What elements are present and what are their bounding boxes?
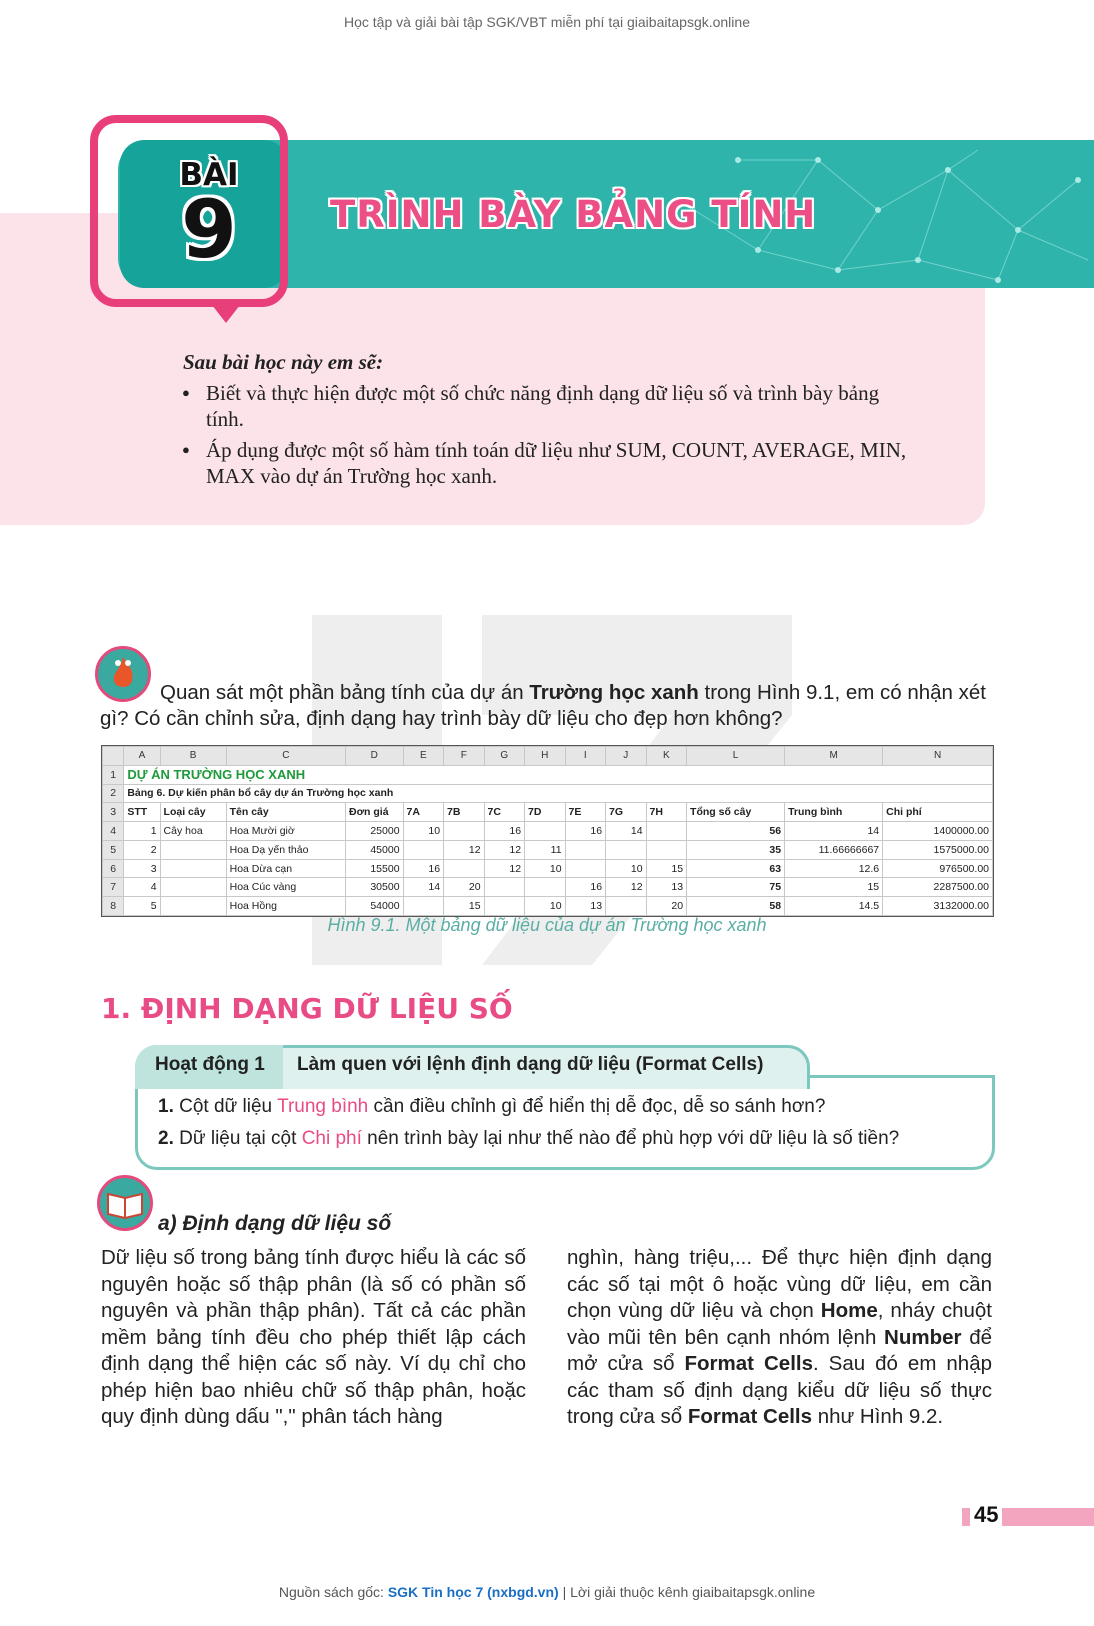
table-cell — [160, 840, 226, 859]
figure-caption: Hình 9.1. Một bảng dữ liệu của dự án Trường học xanh — [327, 915, 767, 935]
table-cell: 12.6 — [785, 859, 883, 878]
table-cell: 14 — [785, 822, 883, 841]
table-cell — [646, 822, 687, 841]
table-cell: 12 — [484, 840, 525, 859]
activity-box — [135, 1075, 995, 1170]
column-header: D — [346, 747, 404, 766]
table-cell: 14 — [606, 822, 647, 841]
table-row — [103, 859, 993, 878]
lesson-number: 9 — [181, 183, 237, 276]
table-cell: 13 — [646, 878, 687, 897]
table-cell: Hoa Cúc vàng — [226, 878, 345, 897]
table-cell: 56 — [687, 822, 785, 841]
table-cell: 1 — [124, 822, 160, 841]
sheet-corner — [103, 747, 124, 766]
column-header: B — [160, 747, 226, 766]
table-cell: 15 — [646, 859, 687, 878]
table-cell: 4 — [124, 878, 160, 897]
table-cell: 25000 — [346, 822, 404, 841]
row-number: 7 — [103, 878, 124, 897]
table-header-cell: Trung bình — [785, 803, 883, 822]
objectives-list — [182, 380, 922, 494]
table-cell — [444, 822, 485, 841]
table-cell: 75 — [687, 878, 785, 897]
activity-title: Làm quen với lệnh định dạng dữ liệu (Format Cells) — [297, 1054, 764, 1075]
sheet-subtitle: Bảng 6. Dự kiến phân bổ cây dự án Trường học xanh — [124, 784, 993, 803]
table-cell — [525, 878, 566, 897]
table-header-cell: 7B — [444, 803, 485, 822]
table-cell: 20 — [646, 897, 687, 916]
table-cell: Hoa Hồng — [226, 897, 345, 916]
body-right-column: nghìn, hàng triệu,... Để thực hiện định dạng các số tại một ô hoặc vùng dữ liệu, em cần chọn vùng dữ liệu và chọn Home, nháy chuột vào mũi tên bên cạnh nhóm lệnh Number để mở cửa sổ Format Cells. Sau đó em nhập các tham số định dạng kiểu dữ liệu số thực trong cửa sổ Format Cells như Hình 9.2. — [567, 1246, 992, 1428]
table-cell: 15 — [785, 878, 883, 897]
activity-question-2: 2. Dữ liệu tại cột Chi phí nên trình bày lại như thế nào để phù hợp với dữ liệu là số tiền? — [158, 1128, 900, 1149]
table-cell — [606, 897, 647, 916]
table-row — [103, 840, 993, 859]
body-left-column: Dữ liệu số trong bảng tính được hiểu là các số nguyên hoặc số thập phân (là số có phần số nguyên và phần thập phân). Tất cả các phần mềm bảng tính đều cho phép thiết lập cách định dạng thể hiện các số này. Ví dụ chỉ cho phép hiện bao nhiêu chữ số thập phân, hoặc quy định dùng dấu "," phân tách hàng — [101, 1246, 526, 1428]
row-number: 6 — [103, 859, 124, 878]
table-cell: 976500.00 — [883, 859, 993, 878]
column-header: K — [646, 747, 687, 766]
table-header-cell: Đơn giá — [346, 803, 404, 822]
table-cell — [484, 878, 525, 897]
activity-question-1: 1. Cột dữ liệu Trung bình cần điều chỉnh gì để hiển thị dễ đọc, dễ so sánh hơn? — [158, 1096, 826, 1117]
table-header-cell: 7E — [565, 803, 606, 822]
table-row — [103, 878, 993, 897]
column-header: A — [124, 747, 160, 766]
table-cell: 14 — [403, 878, 444, 897]
table-cell: 58 — [687, 897, 785, 916]
table-cell: 12 — [484, 859, 525, 878]
section-title: 1. ĐỊNH DẠNG DỮ LIỆU SỐ — [101, 992, 513, 1025]
table-cell — [160, 897, 226, 916]
table-cell: 10 — [525, 897, 566, 916]
badge-pointer — [212, 305, 240, 323]
row-number: 2 — [103, 784, 124, 803]
table-cell: 1400000.00 — [883, 822, 993, 841]
table-cell: 63 — [687, 859, 785, 878]
column-header: F — [444, 747, 485, 766]
column-header: I — [565, 747, 606, 766]
table-cell: 10 — [525, 859, 566, 878]
table-cell: 16 — [565, 878, 606, 897]
column-header: G — [484, 747, 525, 766]
table-cell — [444, 859, 485, 878]
table-header-cell: Tên cây — [226, 803, 345, 822]
table-cell: 54000 — [346, 897, 404, 916]
objectives-heading: Sau bài học này em sẽ: — [183, 350, 384, 374]
table-cell: 10 — [403, 822, 444, 841]
row-number: 8 — [103, 897, 124, 916]
column-header: E — [403, 747, 444, 766]
table-cell: Hoa Mười giờ — [226, 822, 345, 841]
table-header-cell: Chi phí — [883, 803, 993, 822]
objective-item: ● Biết và thực hiện được một số chức năng định dạng dữ liệu số và trình bày bảng tính. — [182, 380, 922, 432]
table-cell: 11.66666667 — [785, 840, 883, 859]
table-cell — [484, 897, 525, 916]
objective-item: ● Áp dụng được một số hàm tính toán dữ liệu như SUM, COUNT, AVERAGE, MIN, MAX vào dự án Trường học xanh. — [182, 437, 922, 489]
table-cell: 11 — [525, 840, 566, 859]
table-header-cell: 7G — [606, 803, 647, 822]
sheet-title: DỰ ÁN TRƯỜNG HỌC XANH — [124, 765, 993, 784]
bottom-credit: Nguồn sách gốc: SGK Tin học 7 (nxbgd.vn) | Lời giải thuộc kênh giaibaitapsgk.online — [278, 1584, 816, 1600]
table-row — [103, 897, 993, 916]
table-cell — [565, 859, 606, 878]
row-number: 5 — [103, 840, 124, 859]
table-cell: Hoa Dạ yến thảo — [226, 840, 345, 859]
open-book-icon — [97, 1175, 153, 1231]
column-header: H — [525, 747, 566, 766]
table-cell — [646, 840, 687, 859]
warmup-question: Quan sát một phần bảng tính của dự án Trường học xanh trong Hình 9.1, em có nhận xét gì? Có cần chỉnh sửa, định dạng hay trình bày dữ liệu cho đẹp hơn không? — [100, 681, 986, 730]
table-cell: 1575000.00 — [883, 840, 993, 859]
table-cell: 12 — [444, 840, 485, 859]
table-cell: 16 — [484, 822, 525, 841]
table-cell: 3132000.00 — [883, 897, 993, 916]
column-header: J — [606, 747, 647, 766]
table-cell: 2287500.00 — [883, 878, 993, 897]
activity-label: Hoạt động 1 — [155, 1054, 265, 1075]
table-cell: 30500 — [346, 878, 404, 897]
table-cell — [565, 840, 606, 859]
column-header: N — [883, 747, 993, 766]
table-cell: 35 — [687, 840, 785, 859]
row-number: 4 — [103, 822, 124, 841]
column-header: M — [785, 747, 883, 766]
table-cell: 13 — [565, 897, 606, 916]
table-cell — [160, 878, 226, 897]
page-number: 45 — [970, 1502, 1002, 1528]
top-credit: Học tập và giải bài tập SGK/VBT miễn phí tại giaibaitapsgk.online — [344, 14, 750, 30]
table-row — [103, 822, 993, 841]
table-cell: 16 — [403, 859, 444, 878]
column-header: L — [687, 747, 785, 766]
table-cell: 14.5 — [785, 897, 883, 916]
table-header-cell: 7C — [484, 803, 525, 822]
table-cell — [160, 859, 226, 878]
table-cell — [525, 822, 566, 841]
table-header-cell: Tổng số cây — [687, 803, 785, 822]
table-cell — [403, 840, 444, 859]
table-cell: Hoa Dừa cạn — [226, 859, 345, 878]
column-header: C — [226, 747, 345, 766]
table-header-cell: STT — [124, 803, 160, 822]
spreadsheet-figure — [101, 745, 994, 917]
table-cell: 10 — [606, 859, 647, 878]
table-cell: 5 — [124, 897, 160, 916]
table-header-cell: Loại cây — [160, 803, 226, 822]
lesson-label: BÀI — [179, 157, 239, 193]
table-cell: Cây hoa — [160, 822, 226, 841]
table-cell: 2 — [124, 840, 160, 859]
table-header-cell: 7D — [525, 803, 566, 822]
table-cell: 16 — [565, 822, 606, 841]
row-number: 1 — [103, 765, 124, 784]
table-cell: 20 — [444, 878, 485, 897]
lesson-title: TRÌNH BÀY BẢNG TÍNH — [330, 193, 817, 236]
table-cell — [403, 897, 444, 916]
table-cell — [606, 840, 647, 859]
table-cell: 12 — [606, 878, 647, 897]
table-header-cell: 7H — [646, 803, 687, 822]
table-cell: 15500 — [346, 859, 404, 878]
table-cell: 3 — [124, 859, 160, 878]
subsection-title: a) Định dạng dữ liệu số — [158, 1212, 392, 1235]
row-number: 3 — [103, 803, 124, 822]
table-header-cell: 7A — [403, 803, 444, 822]
table-cell: 45000 — [346, 840, 404, 859]
table-cell: 15 — [444, 897, 485, 916]
